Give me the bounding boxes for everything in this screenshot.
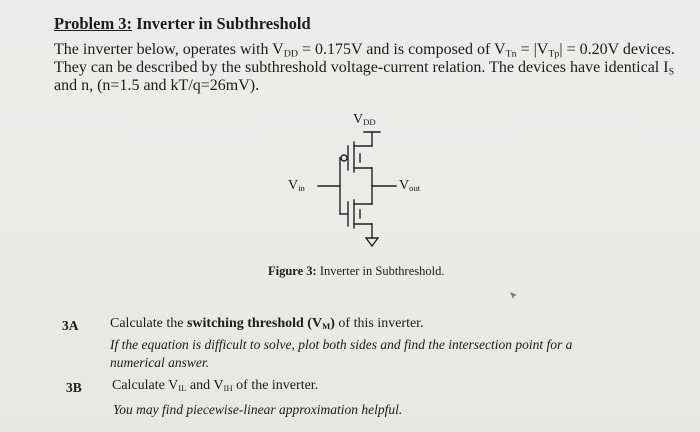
- question-3b-hint: [113, 401, 402, 419]
- q3a-text: Calculate the: [110, 316, 187, 331]
- q3b-text: Calculate V: [112, 378, 179, 393]
- intro-text: = |V: [516, 41, 549, 58]
- question-3a-number: 3A: [62, 318, 79, 333]
- q3b-hint-line-1: You may find piecewise-linear approximation helpful.: [113, 402, 403, 417]
- vout-main: V: [399, 178, 410, 193]
- question-3a-hint: [110, 336, 572, 372]
- intro-text: They can be described by the subthreshold voltage-current relation. The devices have identical I: [54, 59, 669, 76]
- vin-main: V: [288, 178, 299, 193]
- intro-line-1: [54, 41, 694, 59]
- problem-label: Problem 3:: [54, 14, 133, 33]
- problem-intro: [54, 41, 694, 95]
- q3a-bold: switching threshold (V: [186, 316, 323, 331]
- vm-subscript: M: [322, 321, 331, 332]
- intro-line-3: and n, (n=1.5 and kT/q=26mV).: [54, 77, 260, 94]
- ground-symbol: [366, 238, 378, 246]
- intro-text: | = 0.20V devices.: [559, 41, 675, 58]
- vdd-main: V: [353, 112, 364, 127]
- vtp-subscript: Tp: [548, 48, 560, 60]
- intro-text: The inverter below, operates with V: [54, 41, 284, 58]
- vout-sub: out: [409, 183, 421, 194]
- q3a-hint-line-1: If the equation is difficult to solve, plot both sides and find the intersection point for a: [110, 337, 573, 352]
- vtn-subscript: Tn: [505, 48, 517, 60]
- figure-label: Figure 3:: [268, 264, 317, 278]
- inverter-schematic: [270, 110, 430, 260]
- intro-line-2: [54, 59, 694, 77]
- figure-caption: [268, 264, 444, 279]
- figure-caption-text: Inverter in Subthreshold.: [316, 264, 445, 278]
- vdd-subscript: DD: [283, 48, 299, 60]
- q3a-bold-end: ): [330, 316, 335, 331]
- problem-title-text: Inverter in Subthreshold: [132, 14, 311, 33]
- intro-text: = 0.175V and is composed of V: [298, 41, 506, 58]
- question-3b-number: 3B: [66, 380, 82, 395]
- vih-subscript: IH: [223, 383, 233, 394]
- vdd-sub: DD: [363, 117, 376, 128]
- q3b-text-end: of the inverter.: [232, 378, 319, 393]
- question-3b-text: [112, 378, 318, 394]
- vil-subscript: IL: [178, 383, 187, 394]
- q3b-text-mid: and V: [186, 378, 224, 393]
- vin-sub: in: [298, 183, 305, 194]
- pmos-bubble: [341, 155, 347, 161]
- mouse-pointer-icon: [508, 290, 520, 302]
- question-3a-text: [110, 316, 424, 332]
- q3a-text-end: of this inverter.: [334, 316, 424, 331]
- is-subscript: S: [668, 66, 675, 78]
- q3a-hint-line-2: numerical answer.: [110, 355, 209, 370]
- problem-title: [54, 14, 311, 34]
